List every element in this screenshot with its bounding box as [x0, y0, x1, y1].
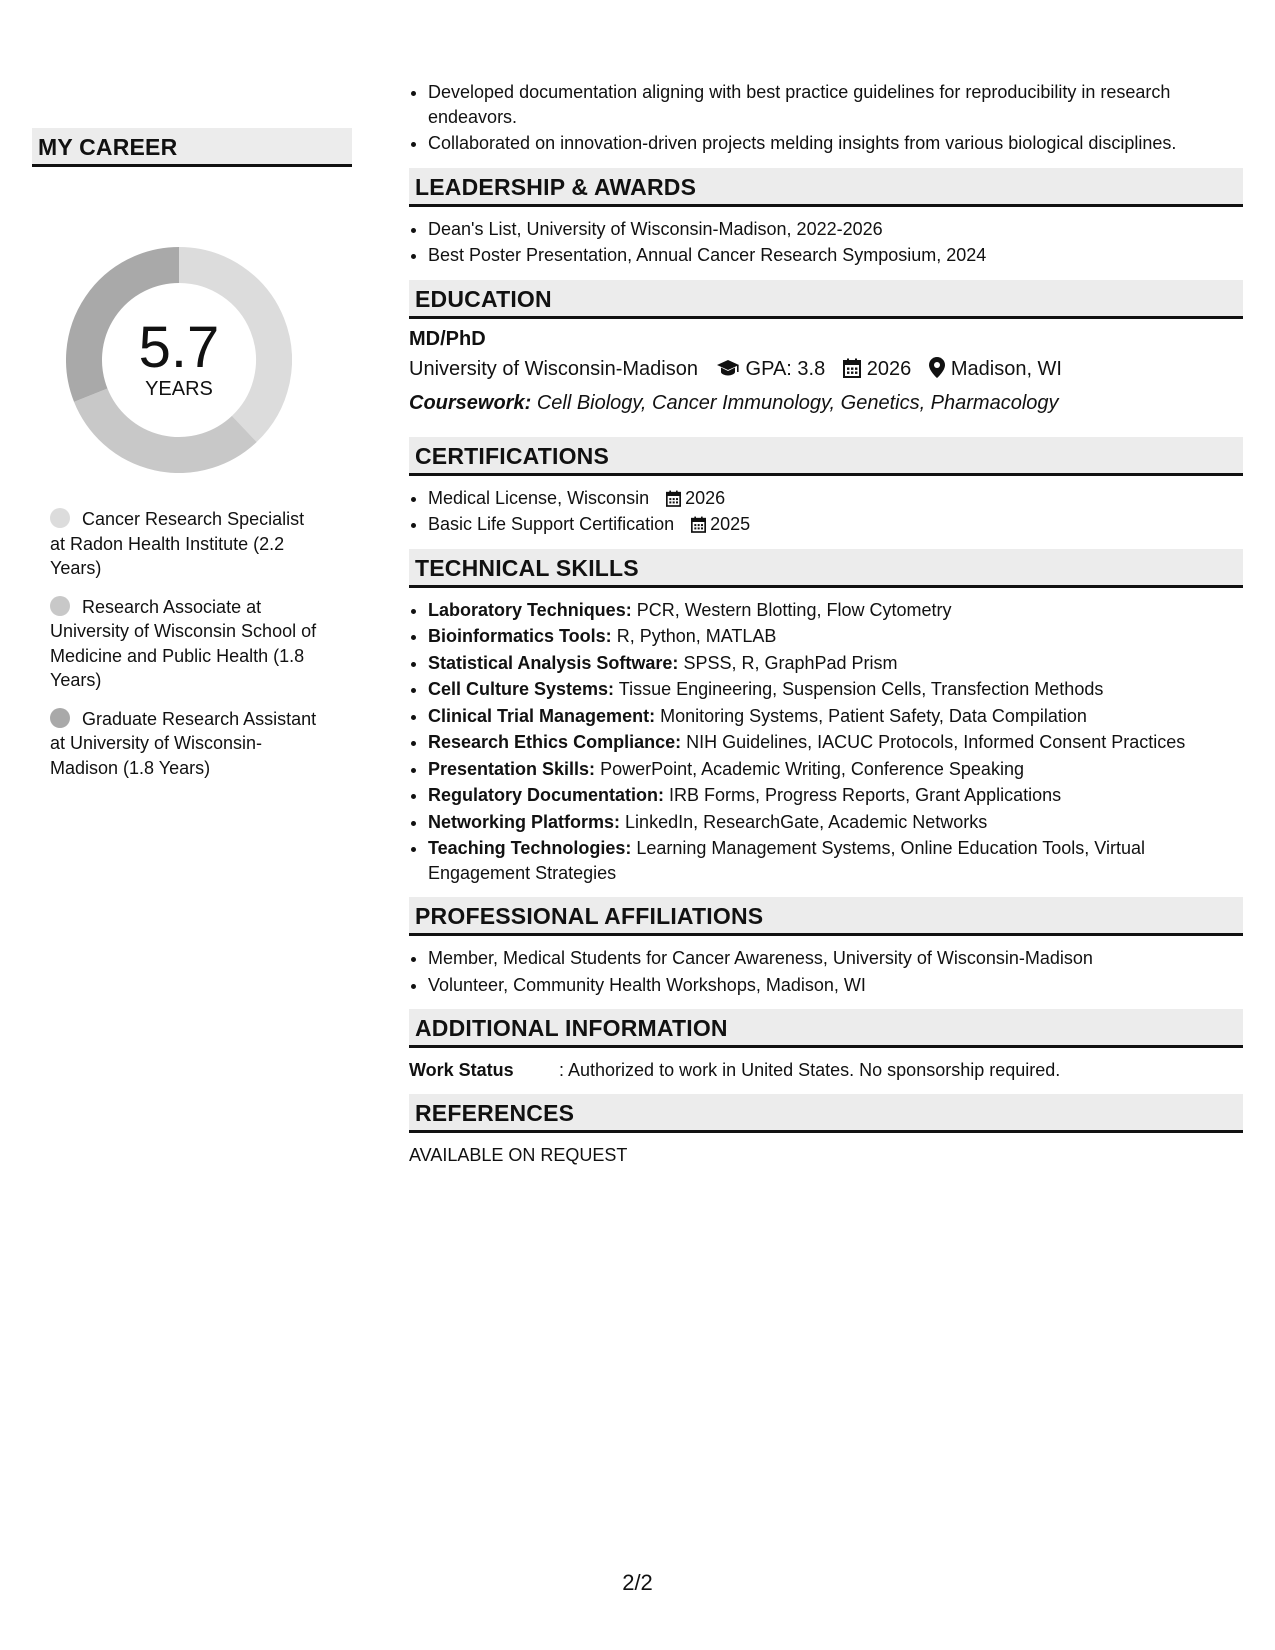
location-pin-icon: [929, 357, 945, 386]
legend-dot: [50, 708, 70, 728]
additional-heading: ADDITIONAL INFORMATION: [409, 1009, 1243, 1048]
leadership-heading: LEADERSHIP & AWARDS: [409, 168, 1243, 207]
coursework-value: Cell Biology, Cancer Immunology, Genetics, Pharmacology: [536, 391, 1059, 414]
career-legend: [50, 507, 320, 780]
list-item: [428, 730, 1243, 755]
list-item: [428, 598, 1243, 623]
education-location: Madison, WI: [950, 357, 1062, 380]
skill-value: SPSS, R, GraphPad Prism: [683, 652, 898, 673]
skill-label: Regulatory Documentation:: [428, 785, 665, 805]
list-item: [428, 677, 1243, 702]
skill-value: Monitoring Systems, Patient Safety, Data Compilation: [660, 705, 1087, 726]
page-number: 2/2: [622, 1570, 653, 1595]
certifications-heading: CERTIFICATIONS: [409, 437, 1243, 476]
education-heading: EDUCATION: [409, 280, 1243, 319]
skill-label: Presentation Skills:: [428, 758, 596, 779]
skill-label: Teaching Technologies:: [428, 838, 632, 858]
education-gpa: GPA: 3.8: [745, 357, 826, 380]
skill-label: Statistical Analysis Software:: [428, 652, 679, 673]
total-years-unit: YEARS: [145, 378, 213, 400]
skill-label: Networking Platforms:: [428, 811, 621, 832]
cert-year: 2026: [685, 487, 726, 508]
education-degree: MD/PhD: [409, 327, 486, 350]
donut-center: [66, 247, 292, 473]
skills-list: [409, 598, 1243, 886]
education-coursework: [409, 389, 1243, 417]
calendar-icon: [843, 358, 861, 386]
skill-label: Laboratory Techniques:: [428, 599, 632, 620]
list-item: • Member, Medical Students for Cancer Awareness, University of Wisconsin-Madison: [428, 946, 1243, 971]
legend-label: Graduate Research Assistant at University of Wisconsin-Madison (1.8 Years): [50, 708, 317, 778]
certifications-list: [409, 486, 1243, 537]
leadership-list: [409, 217, 1243, 268]
calendar-icon: [666, 490, 681, 507]
graduation-cap-icon: [716, 358, 740, 386]
experience-continued-list: [409, 80, 1243, 156]
skill-label: Bioinformatics Tools:: [428, 626, 612, 646]
list-item: • Collaborated on innovation-driven projects melding insights from various biological disciplines.: [428, 131, 1243, 156]
list-item: • Dean's List, University of Wisconsin-Madison, 2022-2026: [428, 217, 1243, 242]
work-status-row: [409, 1058, 1243, 1082]
references-heading: REFERENCES: [409, 1094, 1243, 1133]
work-status-label: Work Status: [409, 1060, 514, 1080]
list-item: • Volunteer, Community Health Workshops, Madison, WI: [428, 973, 1243, 998]
skill-value: Learning Management Systems, Online Education Tools, Virtual Engagement Strategies: [428, 838, 1145, 883]
legend-item: [50, 595, 320, 693]
affiliations-heading: PROFESSIONAL AFFILIATIONS: [409, 897, 1243, 936]
skills-heading: TECHNICAL SKILLS: [409, 549, 1243, 588]
career-heading: MY CAREER: [32, 128, 352, 167]
list-item: [428, 624, 1243, 649]
list-item: • Developed documentation aligning with best practice guidelines for reproducibility in research endeavors.: [428, 80, 1243, 129]
legend-label: Research Associate at University of Wisconsin School of Medicine and Public Health (1.8 Years): [50, 596, 317, 690]
skill-value: PCR, Western Blotting, Flow Cytometry: [636, 599, 952, 620]
legend-item: [50, 507, 320, 581]
affiliations-list: [409, 946, 1243, 997]
coursework-label: Coursework:: [409, 391, 532, 414]
sidebar: [32, 128, 352, 794]
list-item: [428, 486, 1243, 511]
list-item: [428, 757, 1243, 782]
cert-name: Basic Life Support Certification: [428, 514, 675, 534]
skill-value: R, Python, MATLAB: [616, 626, 777, 646]
cert-name: Medical License, Wisconsin: [428, 487, 650, 508]
skill-value: PowerPoint, Academic Writing, Conference Speaking: [600, 758, 1024, 779]
legend-dot: [50, 596, 70, 616]
cert-year: 2025: [710, 514, 751, 534]
references-text: AVAILABLE ON REQUEST: [409, 1145, 628, 1165]
work-status-value: : Authorized to work in United States. No sponsorship required.: [559, 1060, 1061, 1080]
skill-value: LinkedIn, ResearchGate, Academic Networks: [625, 811, 988, 832]
list-item: [428, 651, 1243, 676]
skill-value: Tissue Engineering, Suspension Cells, Transfection Methods: [618, 679, 1104, 699]
cert-date: [666, 486, 725, 511]
legend-label: Cancer Research Specialist at Radon Health Institute (2.2 Years): [50, 509, 305, 578]
skill-label: Clinical Trial Management:: [428, 705, 656, 726]
skill-value: NIH Guidelines, IACUC Protocols, Informed Consent Practices: [686, 732, 1186, 752]
skill-label: Cell Culture Systems:: [428, 679, 615, 699]
main-content: [409, 80, 1243, 1167]
cert-date: [691, 512, 750, 537]
skill-label: Research Ethics Compliance:: [428, 732, 682, 752]
education-year: 2026: [866, 357, 912, 380]
calendar-icon: [691, 516, 706, 533]
education-details: [409, 355, 1243, 386]
list-item: [428, 836, 1243, 885]
list-item: [428, 512, 1243, 537]
skill-value: IRB Forms, Progress Reports, Grant Applications: [669, 785, 1062, 805]
total-years-value: 5.7: [138, 315, 220, 380]
list-item: • Best Poster Presentation, Annual Cancer Research Symposium, 2024: [428, 243, 1243, 268]
list-item: [428, 704, 1243, 729]
education-school: University of Wisconsin-Madison: [409, 357, 698, 380]
career-donut-chart: [66, 247, 292, 473]
list-item: [428, 810, 1243, 835]
legend-item: [50, 707, 320, 781]
legend-dot: [50, 508, 70, 528]
list-item: [428, 783, 1243, 808]
